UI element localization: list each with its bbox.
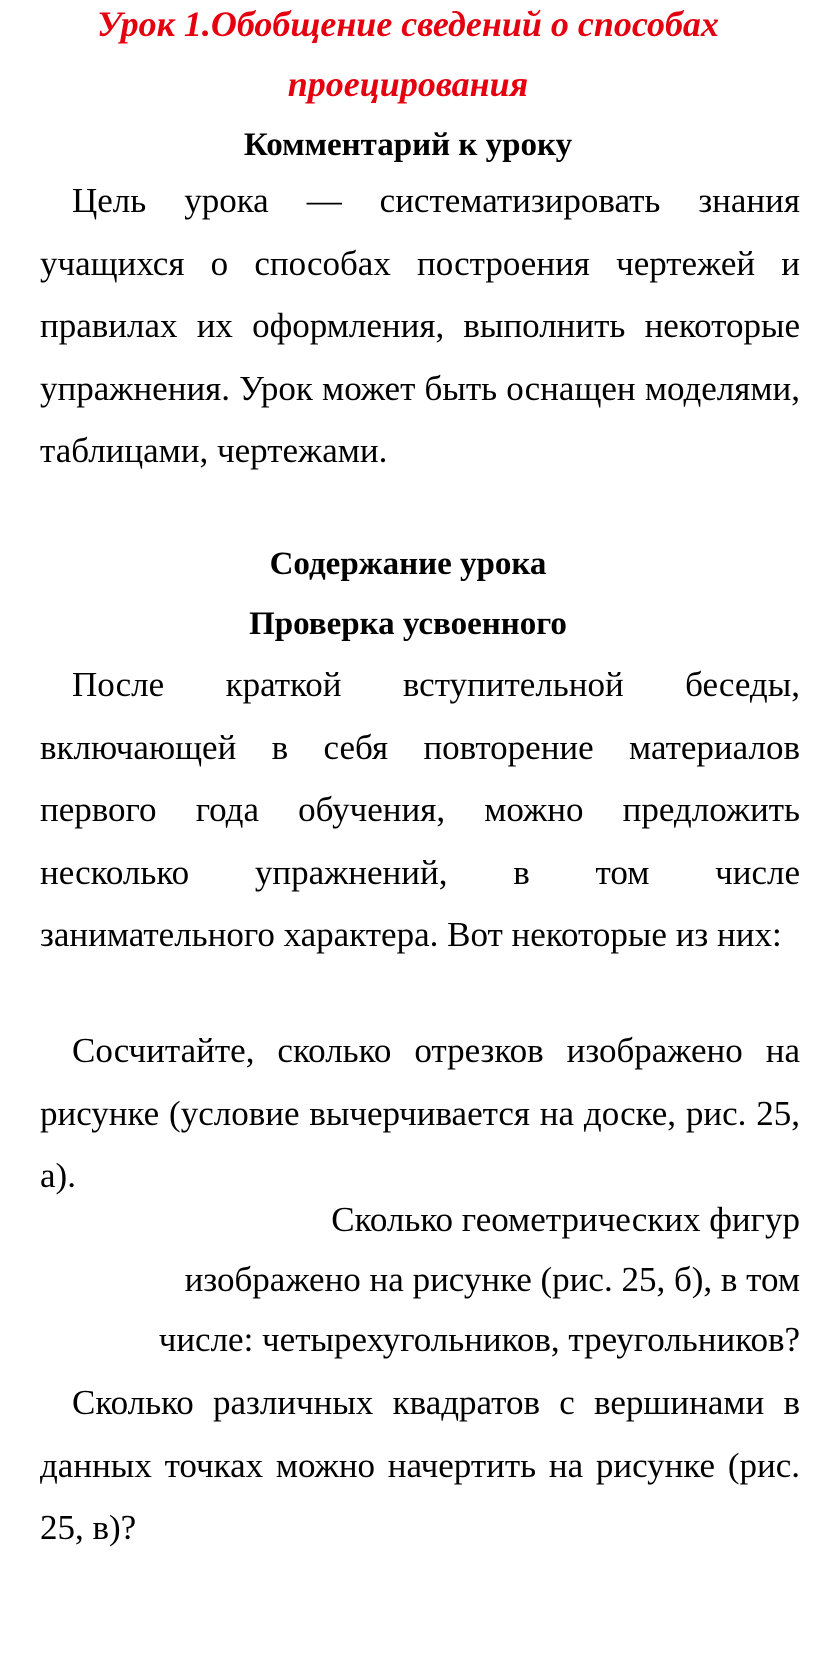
goal-paragraph: Цель урока — систематизировать знания учащихся о способах построения чертежей и правилах их оформления, выполнить некоторые упражнения. Урок может быть оснащен моделями, таблицами, чертежами. bbox=[40, 181, 800, 470]
count-segments-paragraph: Сосчитайте, сколько отрезков изображено на рисунке (условие вычерчивается на доске, рис. 25, а). bbox=[40, 1031, 800, 1195]
check-heading: Проверка усвоенного bbox=[249, 606, 567, 642]
figures-question-line-3: числе: четырехугольников, треугольников? bbox=[158, 1320, 800, 1359]
after-talk-paragraph: После краткой вступительной беседы, включающей в себя повторение материалов первого года обучения, можно предложить несколько упражнений, в том числе занимательного характера. Вот некоторые из них: bbox=[40, 665, 800, 954]
content-heading: Содержание урока bbox=[269, 546, 547, 582]
figures-question-line-2: изображено на рисунке (рис. 25, б), в том bbox=[184, 1260, 800, 1299]
comment-heading: Комментарий к уроку bbox=[243, 127, 573, 163]
squares-paragraph: Сколько различных квадратов с вершинами в данных точках можно начертить на рисунке (рис. 25, в)? bbox=[40, 1383, 800, 1547]
figures-question-line-1: Сколько геометрических фигур bbox=[331, 1200, 800, 1239]
lesson-title-line-1: Урок 1.Обобщение сведений о способах bbox=[97, 4, 719, 44]
lesson-title-line-2: проецирования bbox=[287, 64, 529, 104]
